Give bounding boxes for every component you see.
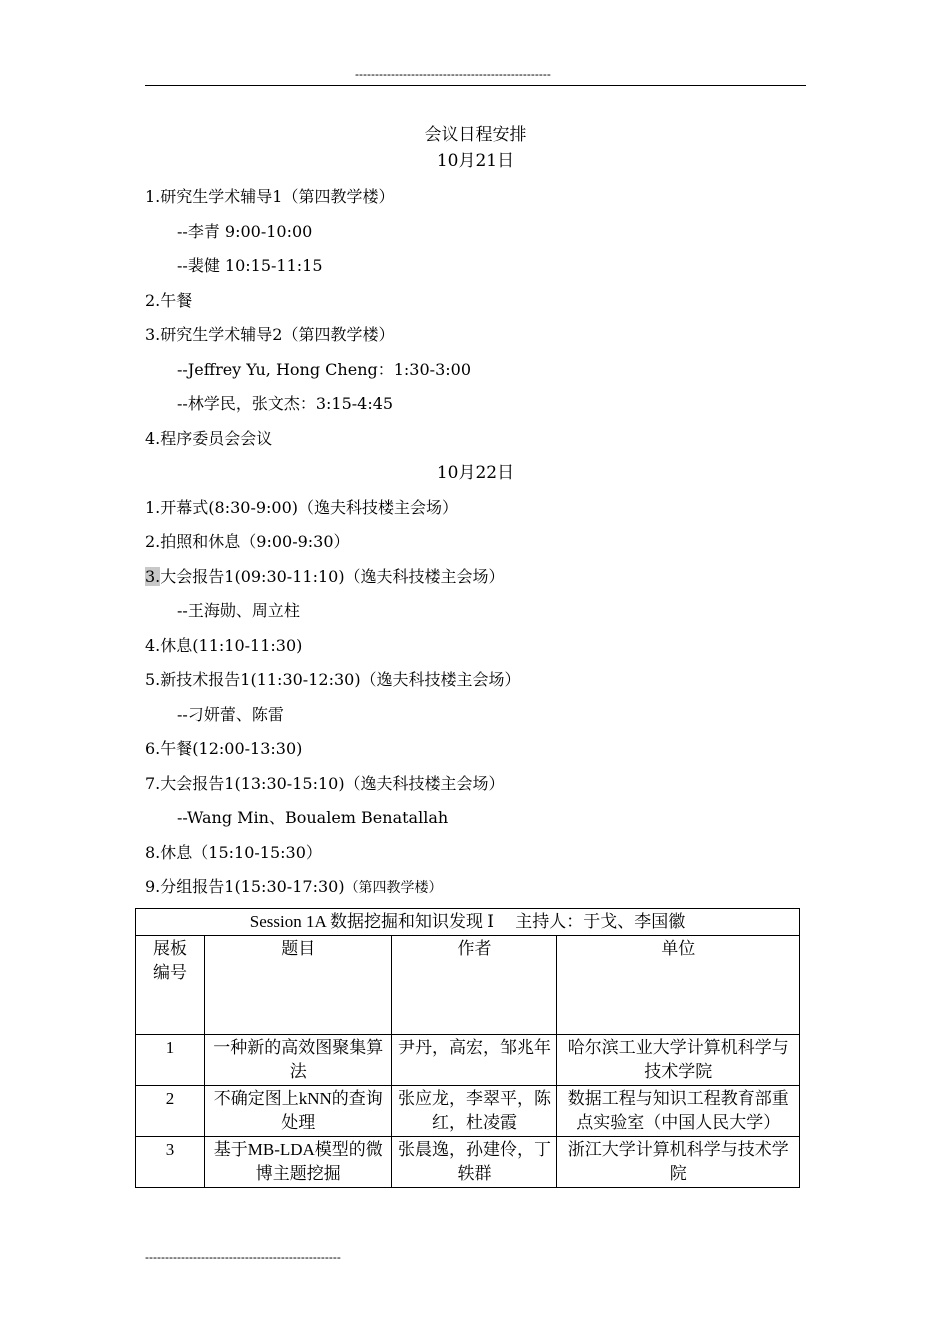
session-table [135, 908, 800, 1188]
row-1-title: 一种新的高效图聚集算法 [205, 1035, 392, 1086]
table-row [136, 1035, 800, 1086]
day2-item-9: 7.大会报告1(13:30-15:10)（逸夫科技楼主会场） [145, 774, 505, 793]
row-3-authors: 张晨逸，孙建伶，丁轶群 [392, 1137, 557, 1188]
table-row [136, 1086, 800, 1137]
day1-item-2: --李青 9:00-10:00 [177, 222, 313, 241]
day2-item-5: 4.休息(11:10-11:30) [145, 636, 303, 655]
day2-item-12 [145, 876, 443, 899]
day2-item-7: --刁妍蕾、陈雷 [177, 705, 284, 724]
row-2-affiliation: 数据工程与知识工程教育部重点实验室（中国人民大学） [557, 1086, 800, 1137]
day2-item-1: 1.开幕式(8:30-9:00)（逸夫科技楼主会场） [145, 498, 459, 517]
header-authors: 作者 [392, 936, 557, 1035]
day1-item-7: --林学民，张文杰：3:15-4:45 [177, 394, 394, 413]
row-3-title: 基于MB-LDA模型的微博主题挖掘 [205, 1137, 392, 1188]
row-3-affiliation: 浙江大学计算机科学与技术学院 [557, 1137, 800, 1188]
row-3-number: 3 [136, 1137, 205, 1188]
header-affiliation: 单位 [557, 936, 800, 1035]
day2-date: 10月22日 [436, 463, 515, 483]
session-title: Session 1A 数据挖掘和知识发现 Ⅰ 主持人：于戈、李国徽 [136, 909, 800, 936]
header-board-number: 展板编号 [136, 936, 205, 1035]
row-1-authors: 尹丹，高宏，邹兆年 [392, 1035, 557, 1086]
day2-item-11: 8.休息（15:10-15:30） [145, 843, 322, 862]
page-title: 会议日程安排 [424, 125, 527, 145]
session-title-row [136, 909, 800, 936]
day1-item-6: --Jeffrey Yu, Hong Cheng：1:30-3:00 [177, 360, 472, 379]
row-1-number: 1 [136, 1035, 205, 1086]
day1-item-3: --裴健 10:15-11:15 [177, 256, 323, 275]
table-header-row [136, 936, 800, 1035]
day2-item-12-text: 9.分组报告1(15:30-17:30) [145, 877, 345, 896]
day1-item-8: 4.程序委员会会议 [145, 429, 273, 448]
day2-item-3-text: 大会报告1(09:30-11:10)（逸夫科技楼主会场） [160, 567, 505, 586]
day2-item-10: --Wang Min、Boualem Benatallah [177, 808, 449, 827]
day1-item-1: 1.研究生学术辅导1（第四教学楼） [145, 187, 395, 206]
day1-date: 10月21日 [436, 151, 515, 171]
day1-item-5: 3.研究生学术辅导2（第四教学楼） [145, 325, 395, 344]
highlighted-number: 3. [145, 567, 161, 586]
day1-item-4: 2.午餐 [145, 291, 193, 310]
table-row [136, 1137, 800, 1188]
day2-item-2: 2.拍照和休息（9:00-9:30） [145, 532, 350, 551]
header-rule [145, 85, 806, 86]
day2-item-3 [145, 566, 505, 588]
header-dashes: ------------------------------------------------- [355, 67, 551, 81]
day2-item-8: 6.午餐(12:00-13:30) [145, 739, 303, 758]
row-2-authors: 张应龙，李翠平，陈红，杜凌霞 [392, 1086, 557, 1137]
row-2-number: 2 [136, 1086, 205, 1137]
day2-item-4: --王海勋、周立柱 [177, 601, 300, 620]
row-1-affiliation: 哈尔滨工业大学计算机科学与技术学院 [557, 1035, 800, 1086]
footer-dashes: ------------------------------------------------- [145, 1250, 341, 1264]
row-2-title: 不确定图上kNN的查询处理 [205, 1086, 392, 1137]
day2-item-12-note: （第四教学楼） [344, 880, 443, 896]
header-title: 题目 [205, 936, 392, 1035]
day2-item-6: 5.新技术报告1(11:30-12:30)（逸夫科技楼主会场） [145, 670, 521, 689]
